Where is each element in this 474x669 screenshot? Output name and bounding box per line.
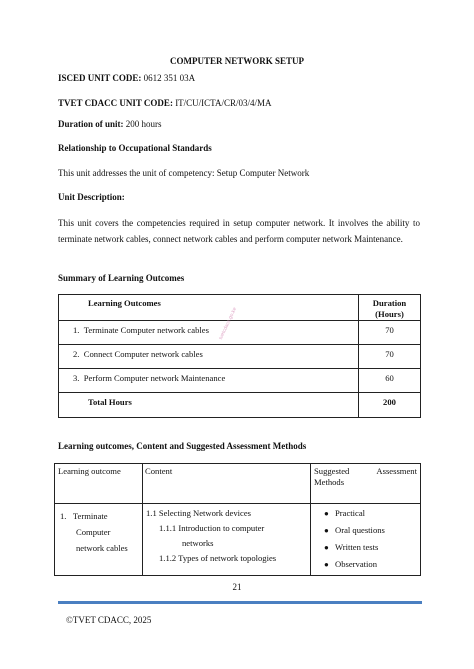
relationship-text: This unit addresses the unit of competency: Setup Computer Network [58, 168, 310, 178]
summary-outcome-cell [59, 369, 359, 393]
lo-heading: Learning outcomes, Content and Suggested Assessment Methods [58, 441, 307, 451]
lo-assessment-cell [311, 504, 421, 576]
isced-value: 0612 351 03A [143, 73, 196, 83]
lo-outcome-cell [55, 504, 143, 576]
assessment-method: Written tests [335, 542, 379, 552]
lo-content-cell [143, 504, 311, 576]
lo-outcome-num: 1. [60, 511, 67, 521]
summary-total-label: Total Hours [59, 393, 359, 418]
summary-outcome-text: Connect Computer network cables [83, 349, 203, 359]
duration-line [58, 119, 162, 130]
watermark: tvetcdacc.go.ke [218, 306, 239, 341]
summary-outcome-text: Perform Computer network Maintenance [83, 373, 226, 383]
summary-outcome-text: Terminate Computer network cables [83, 325, 209, 335]
tvet-line [58, 98, 271, 109]
lo-outcome-line: network cables [76, 543, 128, 553]
assessment-method: Practical [335, 508, 366, 518]
lo-outcome-line: Computer [76, 527, 111, 537]
summary-outcome-num: 2. [73, 349, 80, 359]
footer-rule [58, 601, 422, 604]
bullet-icon: ● [324, 509, 329, 518]
summary-hours-cell: 70 [359, 345, 421, 369]
list-item [311, 539, 420, 556]
bullet-icon: ● [324, 560, 329, 569]
lo-header-outcome: Learning outcome [55, 464, 143, 504]
assessment-method: Oral questions [335, 525, 385, 535]
summary-outcome-num: 1. [73, 325, 80, 335]
unit-description-text: This unit covers the competencies required in setup computer network. It involves the ability to terminate network cables, connect network cables and perform computer network Maintenance. [58, 218, 420, 244]
page-number: 21 [232, 582, 242, 592]
duration-value: 200 hours [125, 119, 162, 129]
summary-outcome-num: 3. [73, 373, 80, 383]
assessment-method: Observation [335, 559, 378, 569]
tvet-value: IT/CU/ICTA/CR/03/4/MA [175, 98, 272, 108]
lo-outcome-line: Terminate [72, 511, 108, 521]
lo-content-subitem-cont: networks [182, 538, 214, 548]
duration-label: Duration of unit: [58, 119, 124, 129]
isced-line [58, 73, 195, 84]
lo-content-subitem: 1.1.1 Introduction to computer [159, 523, 265, 533]
list-item [311, 556, 420, 573]
bullet-icon: ● [324, 526, 329, 535]
lo-content-item: 1.1 Selecting Network devices [146, 508, 252, 518]
summary-header-duration: Duration (Hours) [359, 295, 421, 321]
lo-header-assessment-word1: Suggested [314, 466, 350, 476]
summary-total-row [59, 393, 421, 418]
list-item [311, 522, 420, 539]
tvet-label: TVET CDACC UNIT CODE: [58, 98, 173, 108]
bullet-icon: ● [324, 543, 329, 552]
summary-hours-cell: 70 [359, 321, 421, 345]
summary-outcome-cell [59, 321, 359, 345]
relationship-heading: Relationship to Occupational Standards [58, 143, 212, 153]
lo-header-content: Content [143, 464, 311, 504]
lo-content-subitem: 1.1.2 Types of network topologies [159, 553, 277, 563]
summary-header-outcomes: Learning Outcomes [59, 295, 359, 321]
lo-header-assessment-word3: Methods [314, 477, 345, 487]
lo-table [54, 463, 421, 576]
summary-table [58, 294, 421, 418]
table-row [59, 345, 421, 369]
summary-header-row [59, 295, 421, 321]
lo-header-row [55, 464, 421, 504]
isced-label: ISCED UNIT CODE: [58, 73, 142, 83]
table-row [59, 321, 421, 345]
summary-outcome-cell [59, 345, 359, 369]
table-row [59, 369, 421, 393]
page-title: COMPUTER NETWORK SETUP [169, 56, 304, 66]
footer-copyright: ©TVET CDACC, 2025 [66, 615, 152, 625]
lo-header-assessment-word2: Assessment [376, 466, 417, 476]
table-row [55, 504, 421, 576]
lo-header-assessment [311, 464, 421, 504]
list-item [311, 505, 420, 522]
unit-description-heading: Unit Description: [58, 192, 125, 202]
summary-heading: Summary of Learning Outcomes [58, 273, 185, 283]
summary-total-value: 200 [359, 393, 421, 418]
summary-hours-cell: 60 [359, 369, 421, 393]
